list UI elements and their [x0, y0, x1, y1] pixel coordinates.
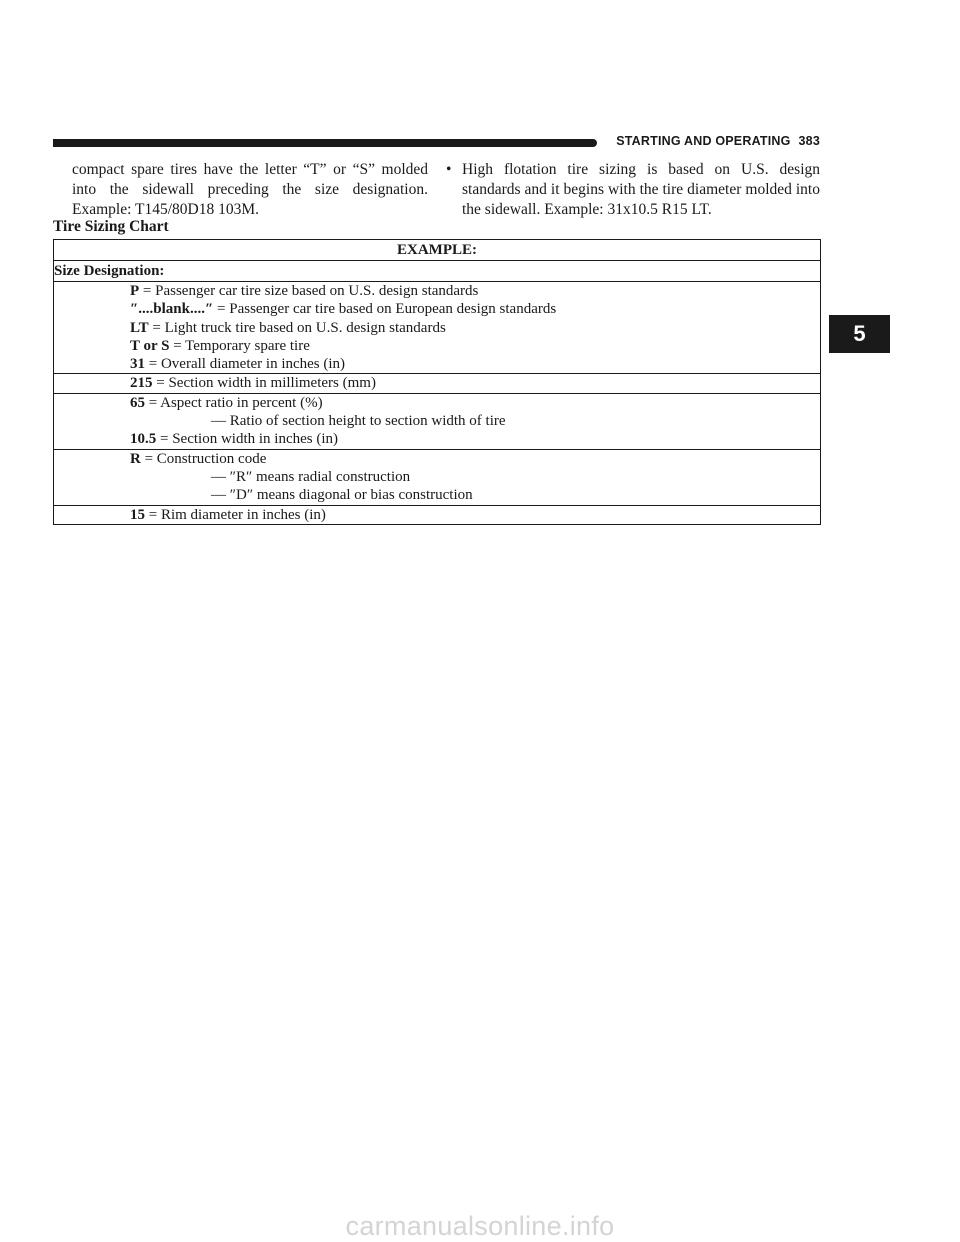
code-description: = Light truck tire based on U.S. design standards	[148, 319, 446, 336]
table-cell	[54, 505, 821, 524]
code-description: = Temporary spare tire	[169, 337, 310, 354]
code-description: = Construction code	[140, 450, 267, 467]
code-entry	[54, 430, 820, 448]
code-description: = Passenger car tire size based on U.S. design standards	[139, 283, 479, 299]
code-label: 215	[130, 375, 153, 392]
code-entry	[54, 282, 820, 300]
code-label: 10.5	[130, 431, 157, 448]
code-description: = Rim diameter in inches (in)	[145, 506, 326, 523]
code-description: = Section width in inches (in)	[156, 431, 339, 448]
table-cell	[54, 393, 821, 449]
table-cell	[54, 374, 821, 393]
page-number: 383	[798, 134, 820, 148]
sub-note: — ″D″ means diagonal or bias construction	[211, 487, 473, 504]
code-entry	[54, 506, 820, 524]
tire-sizing-table	[53, 239, 821, 525]
code-entry	[54, 450, 820, 468]
sub-note: — ″R″ means radial construction	[211, 468, 411, 485]
table-cell	[54, 282, 821, 374]
bullet-icon: •	[446, 161, 452, 178]
size-designation-row	[54, 261, 821, 282]
code-entry	[54, 337, 820, 355]
code-entry	[54, 300, 820, 318]
code-label: 65	[130, 394, 145, 411]
code-entry	[54, 394, 820, 412]
right-column	[446, 160, 820, 220]
left-paragraph: compact spare tires have the letter “T” or “S” molded into the sidewall preceding the size designation. Example: T145/80D18 103M.	[72, 161, 428, 218]
code-entry	[54, 355, 820, 373]
table-row	[54, 505, 821, 524]
running-header	[604, 134, 820, 148]
table-row	[54, 449, 821, 505]
code-description: = Aspect ratio in percent (%)	[145, 394, 323, 411]
code-description: = Passenger car tire based on European design standards	[213, 301, 557, 318]
chart-title: Tire Sizing Chart	[53, 218, 169, 235]
table-cell	[54, 449, 821, 505]
section-tab: 5	[829, 315, 890, 353]
code-description: = Section width in millimeters (mm)	[152, 375, 376, 392]
code-label: P	[130, 283, 140, 299]
section-title: STARTING AND OPERATING	[616, 134, 791, 148]
code-label: R	[130, 450, 141, 467]
table-row	[54, 374, 821, 393]
size-designation-label: Size Designation:	[54, 261, 821, 282]
code-label: LT	[130, 319, 149, 336]
table-row	[54, 393, 821, 449]
bullet-item	[446, 160, 820, 220]
example-header: EXAMPLE:	[54, 240, 821, 261]
code-entry	[54, 374, 820, 392]
table-header-row	[54, 240, 821, 261]
code-label: 15	[130, 506, 145, 523]
table-row	[54, 282, 821, 374]
code-description: = Overall diameter in inches (in)	[145, 356, 346, 373]
code-label: ″....blank....″	[130, 301, 214, 318]
watermark: carmanualsonline.info	[345, 1211, 615, 1241]
code-label: 31	[130, 356, 145, 373]
header-rule	[53, 139, 597, 147]
bullet-text: High flotation tire sizing is based on U.S. design standards and it begins with the tire diameter molded into the sidewall. Example: 31x10.5 R15 LT.	[462, 161, 820, 218]
sub-note: — Ratio of section height to section width of tire	[211, 413, 506, 430]
code-entry	[54, 319, 820, 337]
code-label: T or S	[130, 337, 170, 354]
